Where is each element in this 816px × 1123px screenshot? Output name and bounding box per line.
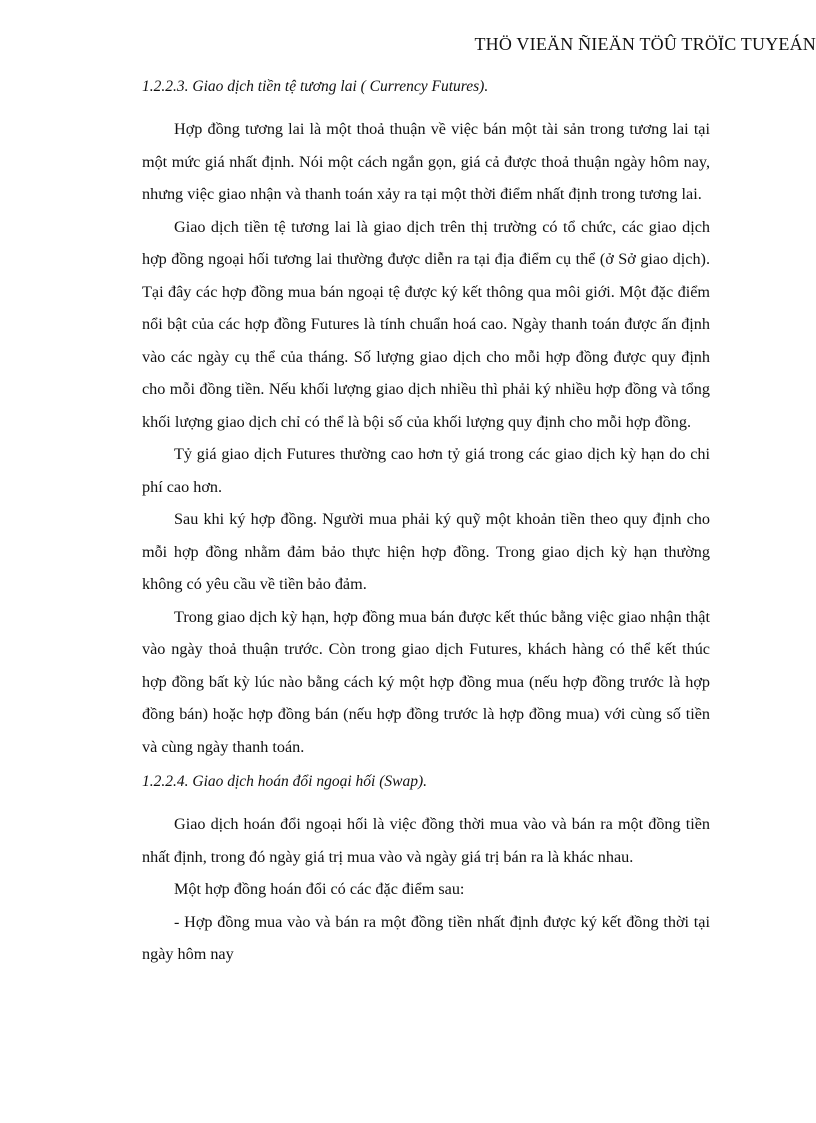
- section-heading-currency-futures: 1.2.2.3. Giao dịch tiền tệ tương lai ( Currency Futures).: [142, 78, 489, 95]
- paragraph: - Hợp đồng mua vào và bán ra một đồng tiền nhất định được ký kết đồng thời tại ngày hôm nay: [142, 912, 710, 963]
- paragraph: Trong giao dịch kỳ hạn, hợp đồng mua bán được kết thúc bằng việc giao nhận thật vào ngày thoả thuận trước. Còn trong giao dịch Futures, khách hàng có thể kết thúc hợp đồng bất kỳ lúc nào bằng cách ký một hợp đồng mua (nếu hợp đồng trước là hợp đồng bán) hoặc hợp đồng bán (nếu hợp đồng trước là hợp đồng mua) với cùng số tiền và cùng ngày thanh toán.: [142, 607, 710, 756]
- section-heading-swap: 1.2.2.4. Giao dịch hoán đổi ngoại hối (Swap).: [142, 773, 428, 790]
- paragraph: Hợp đồng tương lai là một thoả thuận về việc bán một tài sản trong tương lai tại một mức giá nhất định. Nói một cách ngắn gọn, giá cả được thoả thuận ngày hôm nay, nhưng việc giao nhận và thanh toán xảy ra tại một thời điểm nhất định trong tương lai.: [142, 120, 710, 203]
- paragraph: Một hợp đồng hoán đổi có các đặc điểm sau:: [174, 880, 465, 898]
- page-header: THÖ VIEÄN ÑIEÄN TÖÛ TRÖÏC TUYEÁN: [474, 34, 816, 54]
- paragraph: Giao dịch hoán đổi ngoại hối là việc đồng thời mua vào và bán ra một đồng tiền nhất định, trong đó ngày giá trị mua vào và ngày giá trị bán ra là khác nhau.: [142, 815, 710, 866]
- document-body: [142, 74, 710, 971]
- paragraph: Sau khi ký hợp đồng. Người mua phải ký quỹ một khoản tiền theo quy định cho mỗi hợp đồng nhằm đảm bảo thực hiện hợp đồng. Trong giao dịch kỳ hạn thường không có yêu cầu về tiền bảo đảm.: [142, 510, 710, 593]
- paragraph: Giao dịch tiền tệ tương lai là giao dịch trên thị trường có tổ chức, các giao dịch hợp đồng ngoại hối tương lai thường được diễn ra tại địa điểm cụ thể (ở Sở giao dịch). Tại đây các hợp đồng mua bán ngoại tệ được ký kết thông qua môi giới. Một đặc điểm nổi bật của các hợp đồng Futures là tính chuẩn hoá cao. Ngày thanh toán được ấn định vào các ngày cụ thể của tháng. Số lượng giao dịch cho mỗi hợp đồng được quy định cho mỗi đồng tiền. Nếu khối lượng giao dịch nhiều thì phải ký nhiều hợp đồng và tổng khối lượng giao dịch chỉ có thể là bội số của khối lượng quy định cho mỗi hợp đồng.: [142, 217, 710, 431]
- paragraph: Tỷ giá giao dịch Futures thường cao hơn tỷ giá trong các giao dịch kỳ hạn do chi phí cao hơn.: [142, 445, 710, 496]
